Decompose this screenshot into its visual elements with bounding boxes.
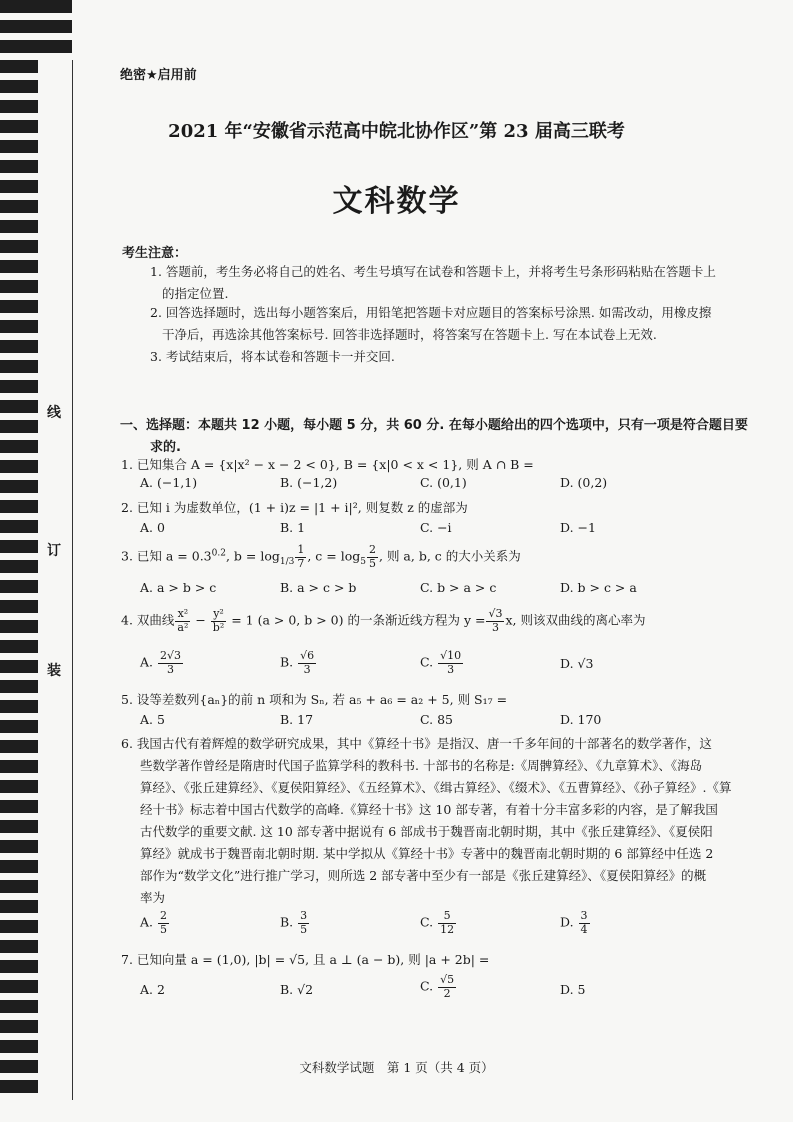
- q3-option-d: D. b > c > a: [560, 580, 637, 595]
- question-4-stem: 4. 双曲线 $\frac{\text{x²}}{\text{a²}}$ − $\frac{\text{y²}}{\text{b²}}$ = 1 (a > 0, b > 0) 的一条渐近线方程为 y = $\frac{√3}{3}$ x, 则该双曲线的离心率为: [121, 607, 646, 634]
- q3-option-a: A. a > b > c: [140, 580, 217, 595]
- q6-option-d: D. $\frac{3}{4}$: [560, 909, 588, 936]
- q3-frac-2: $\frac{2}{5}$: [369, 543, 376, 570]
- notice-item-1-cont: 的指定位置.: [162, 286, 229, 301]
- q6-option-a: A. $\frac{2}{5}$: [140, 909, 167, 936]
- binding-label-zhuang: 装: [44, 660, 64, 680]
- question-1-stem: 1. 已知集合 A = {x|x² − x − 2 < 0}, B = {x|0 < x < 1}, 则 A ∩ B =: [121, 457, 534, 472]
- q3-option-b: B. a > c > b: [280, 580, 357, 595]
- section-heading: 一、选择题：本题共 12 小题，每小题 5 分，共 60 分. 在每小题给出的四个选项中，只有一项是符合题目要: [120, 418, 748, 433]
- q1-option-b: B. (−1,2): [280, 475, 338, 490]
- question-6-line-5: 古代数学的重要文献. 这 10 部专著中据说有 6 部成书于魏晋南北朝时期，其中《张丘建算经》、《夏侯阳: [140, 824, 713, 839]
- q1-option-a: A. (−1,1): [140, 475, 198, 490]
- question-6-line-7: 部作为“数学文化”进行推广学习，则所选 2 部专著中至少有一部是《张丘建算经》、《夏侯阳算经》的概: [140, 868, 707, 883]
- q4-option-b: B. $\frac{√6}{3}$: [280, 649, 315, 676]
- q2-option-b: B. 1: [280, 520, 306, 535]
- q7-option-a: A. 2: [140, 982, 165, 997]
- confidential-label: 绝密★启用前: [120, 68, 197, 83]
- notice-item-3: 3. 考试结束后，将本试卷和答题卡一并交回.: [150, 349, 395, 364]
- q2-option-c: C. −i: [420, 520, 452, 535]
- section-heading-cont: 求的.: [150, 440, 181, 455]
- question-6-line-3: 算经》、《张丘建算经》、《夏侯阳算经》、《五经算术》、《缉古算经》、《缀术》、《五曹算经》、《孙子算经》.《算: [140, 780, 732, 795]
- q5-option-b: B. 17: [280, 712, 314, 727]
- q6-option-c: C. $\frac{5}{12}$: [420, 909, 455, 936]
- question-6-line-4: 经十书》标志着中国古代数学的高峰.《算经十书》这 10 部专著，有着十分丰富多彩的内容，是了解我国: [140, 802, 718, 817]
- q1-option-c: C. (0,1): [420, 475, 467, 490]
- q4-option-c: C. $\frac{√10}{3}$: [420, 649, 462, 676]
- page-footer: 文科数学试题 第 1 页（共 4 页）: [299, 1060, 494, 1075]
- exam-title: 2021 年“安徽省示范高中皖北协作区”第 23 届高三联考: [168, 121, 625, 142]
- q5-option-a: A. 5: [140, 712, 165, 727]
- q2-option-a: A. 0: [140, 520, 165, 535]
- binding-label-xian-top: 线: [44, 402, 64, 422]
- notice-item-1: 1. 答题前，考生务必将自己的姓名、考生号填写在试卷和答题卡上，并将考生号条形码粘贴在答题卡上: [150, 264, 716, 279]
- question-7-stem: 7. 已知向量 a = (1,0), |b| = √5, 且 a ⊥ (a − b), 则 |a + 2b| =: [121, 952, 490, 967]
- q5-option-c: C. 85: [420, 712, 453, 727]
- q6-option-b: B. $\frac{3}{5}$: [280, 909, 308, 936]
- binding-label-ding: 订: [44, 540, 64, 560]
- notice-heading: 考生注意：: [122, 246, 188, 261]
- q1-option-d: D. (0,2): [560, 475, 608, 490]
- q2-option-d: D. −1: [560, 520, 596, 535]
- question-5-stem: 5. 设等差数列{aₙ}的前 n 项和为 Sₙ, 若 a₅ + a₆ = a₂ + 5, 则 S₁₇ =: [121, 692, 508, 707]
- question-6-line-1: 6. 我国古代有着辉煌的数学研究成果，其中《算经十书》是指汉、唐一千多年间的十部著名的数学著作，这: [121, 736, 712, 751]
- notice-item-2: 2. 回答选择题时，选出每小题答案后，用铅笔把答题卡对应题目的答案标号涂黑. 如需改动，用橡皮擦: [150, 305, 712, 320]
- q7-option-c: C. $\frac{√5}{2}$: [420, 973, 455, 1000]
- q4-option-a: A. $\frac{2√3}{3}$: [140, 649, 181, 676]
- q7-option-d: D. 5: [560, 982, 586, 997]
- q3-option-c: C. b > a > c: [420, 580, 497, 595]
- question-6-line-2: 些数学著作曾经是隋唐时代国子监算学科的教科书. 十部书的名称是:《周髀算经》、《九章算术》、《海岛: [140, 758, 703, 773]
- q3-frac-1: $\frac{1}{7}$: [297, 543, 305, 570]
- subject-title: 文科数学: [332, 184, 461, 219]
- q4-option-d: D. √3: [560, 656, 594, 671]
- question-6-line-8: 率为: [140, 890, 166, 905]
- question-6-line-6: 算经》就成书于魏晋南北朝时期. 某中学拟从《算经十书》专著中的魏晋南北朝时期的 6 部算经中任选 2: [140, 846, 714, 861]
- q5-option-d: D. 170: [560, 712, 602, 727]
- question-3-stem: 3. 已知 $a = 0.3^{0.2}$, $b = \log_{1/3}$ $\frac{1}{7}$ , $c = \log_5$ $\frac{2}{5}$ , 则 a, b, c 的大小关系为: [121, 543, 521, 570]
- q7-option-b: B. √2: [280, 982, 314, 997]
- notice-item-2-cont: 干净后，再选涂其他答案标号. 回答非选择题时，将答案写在答题卡上. 写在本试卷上无效.: [162, 327, 657, 342]
- question-2-stem: 2. 已知 i 为虚数单位，(1 + i)z = |1 + i|², 则复数 z 的虚部为: [121, 500, 468, 515]
